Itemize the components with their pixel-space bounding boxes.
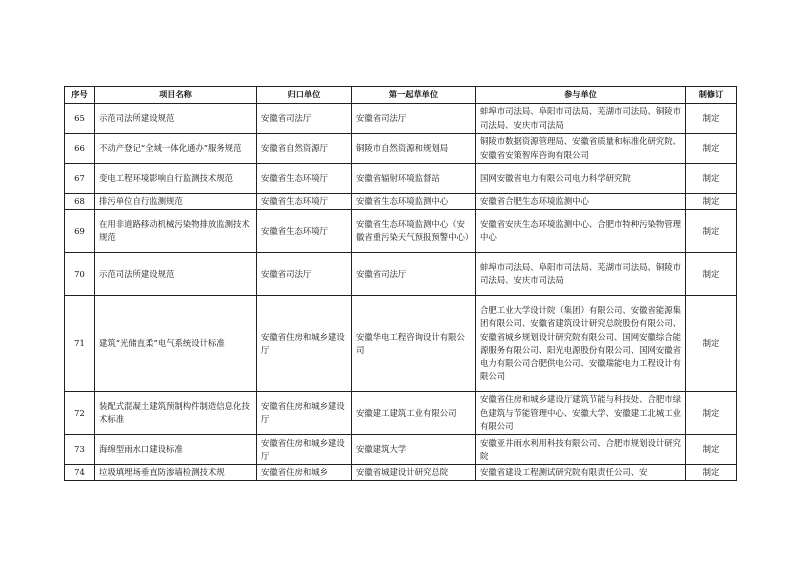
cell-serial-number: 69 <box>65 210 95 253</box>
cell-participants: 安徽省安庆生态环境监测中心、合肥市特种污染物管理中心 <box>476 210 686 253</box>
cell-serial-number: 72 <box>65 392 95 435</box>
cell-first-drafter: 安徽省生态环境监测中心（安徽省重污染天气预报预警中心） <box>352 210 476 253</box>
cell-responsible-dept: 安徽省住房和城乡建设厅 <box>257 392 352 435</box>
cell-responsible-dept: 安徽省自然资源厅 <box>257 134 352 164</box>
cell-responsible-dept: 安徽省生态环境厅 <box>257 164 352 194</box>
table-row <box>65 392 737 435</box>
cell-responsible-dept: 安徽省生态环境厅 <box>257 210 352 253</box>
cell-first-drafter: 安徽省辐射环境监督站 <box>352 164 476 194</box>
table-row <box>65 164 737 194</box>
header-first-drafter: 第一起草单位 <box>352 87 476 104</box>
cell-project-name: 装配式混凝土建筑预制构件制造信息化技术标准 <box>95 392 257 435</box>
cell-participants: 合肥工业大学设计院（集团）有限公司、安徽省能源集团有限公司、安徽省建筑设计研究总院股份有限公司、安徽省城乡规划设计研究院有限公司、国网安徽综合能源服务有限公司、阳光电源股份有限公司、国网安徽省电力有限公司合肥供电公司、安徽瑞能电力工程设计有限公司 <box>476 296 686 392</box>
cell-revision-type: 制定 <box>686 296 737 392</box>
cell-project-name: 排污单位自行监测规范 <box>95 194 257 210</box>
cell-responsible-dept: 安徽省司法厅 <box>257 253 352 296</box>
cell-participants: 安徽省合肥生态环境监测中心 <box>476 194 686 210</box>
cell-serial-number: 74 <box>65 465 95 481</box>
table-row <box>65 134 737 164</box>
cell-project-name: 示范司法所建设规范 <box>95 104 257 134</box>
cell-revision-type: 制定 <box>686 392 737 435</box>
table-row <box>65 194 737 210</box>
cell-first-drafter: 安徽建筑大学 <box>352 435 476 465</box>
table-row <box>65 465 737 481</box>
cell-project-name: 不动产登记“全域一体化通办”服务规范 <box>95 134 257 164</box>
cell-serial-number: 67 <box>65 164 95 194</box>
cell-serial-number: 65 <box>65 104 95 134</box>
cell-first-drafter: 铜陵市自然资源和规划局 <box>352 134 476 164</box>
cell-participants: 国网安徽省电力有限公司电力科学研究院 <box>476 164 686 194</box>
cell-participants: 安徽亚井雨水利用科技有限公司、合肥市规划设计研究院 <box>476 435 686 465</box>
cell-responsible-dept: 安徽省司法厅 <box>257 104 352 134</box>
cell-participants: 安徽省建设工程测试研究院有限责任公司、安 <box>476 465 686 481</box>
cell-serial-number: 66 <box>65 134 95 164</box>
header-project-name: 项目名称 <box>95 87 257 104</box>
cell-revision-type: 制定 <box>686 253 737 296</box>
table-row <box>65 296 737 392</box>
cell-serial-number: 68 <box>65 194 95 210</box>
header-revision-type: 制修订 <box>686 87 737 104</box>
cell-responsible-dept: 安徽省生态环境厅 <box>257 194 352 210</box>
cell-revision-type: 制定 <box>686 194 737 210</box>
cell-participants: 蚌埠市司法局、阜阳市司法局、芜湖市司法局、铜陵市司法局、安庆市司法局 <box>476 253 686 296</box>
header-serial-number: 序号 <box>65 87 95 104</box>
cell-project-name: 建筑“光储直柔”电气系统设计标准 <box>95 296 257 392</box>
cell-project-name: 变电工程环境影响自行监测技术规范 <box>95 164 257 194</box>
cell-first-drafter: 安徽省生态环境监测中心 <box>352 194 476 210</box>
table-row <box>65 210 737 253</box>
cell-first-drafter: 安徽华电工程咨询设计有限公司 <box>352 296 476 392</box>
table-row <box>65 104 737 134</box>
cell-participants: 蚌埠市司法局、阜阳市司法局、芜湖市司法局、铜陵市司法局、安庆市司法局 <box>476 104 686 134</box>
table-header-row <box>65 87 737 104</box>
cell-revision-type: 制定 <box>686 465 737 481</box>
cell-first-drafter: 安徽省城建设计研究总院 <box>352 465 476 481</box>
cell-revision-type: 制定 <box>686 164 737 194</box>
cell-revision-type: 制定 <box>686 134 737 164</box>
cell-participants: 铜陵市数据资源管理局、安徽省质量和标准化研究院、安徽省安策智库咨询有限公司 <box>476 134 686 164</box>
cell-revision-type: 制定 <box>686 435 737 465</box>
cell-project-name: 垃圾填埋场垂直防渗墙检测技术规 <box>95 465 257 481</box>
cell-first-drafter: 安徽省司法厅 <box>352 104 476 134</box>
cell-serial-number: 71 <box>65 296 95 392</box>
table-row <box>65 435 737 465</box>
cell-project-name: 海绵型雨水口建设标准 <box>95 435 257 465</box>
cell-participants: 安徽省住房和城乡建设厅建筑节能与科技处、合肥市绿色建筑与节能管理中心、安徽大学、安徽建工北城工业有限公司 <box>476 392 686 435</box>
cell-revision-type: 制定 <box>686 210 737 253</box>
cell-revision-type: 制定 <box>686 104 737 134</box>
cell-serial-number: 70 <box>65 253 95 296</box>
cell-project-name: 在用非道路移动机械污染物排放监测技术规范 <box>95 210 257 253</box>
cell-first-drafter: 安徽省司法厅 <box>352 253 476 296</box>
header-participants: 参与单位 <box>476 87 686 104</box>
cell-project-name: 示范司法所建设规范 <box>95 253 257 296</box>
cell-responsible-dept: 安徽省住房和城乡 <box>257 465 352 481</box>
cell-serial-number: 73 <box>65 435 95 465</box>
cell-first-drafter: 安徽建工建筑工业有限公司 <box>352 392 476 435</box>
cell-responsible-dept: 安徽省住房和城乡建设厅 <box>257 296 352 392</box>
cell-responsible-dept: 安徽省住房和城乡建设厅 <box>257 435 352 465</box>
standards-table <box>64 86 737 481</box>
header-responsible-dept: 归口单位 <box>257 87 352 104</box>
table-row <box>65 253 737 296</box>
